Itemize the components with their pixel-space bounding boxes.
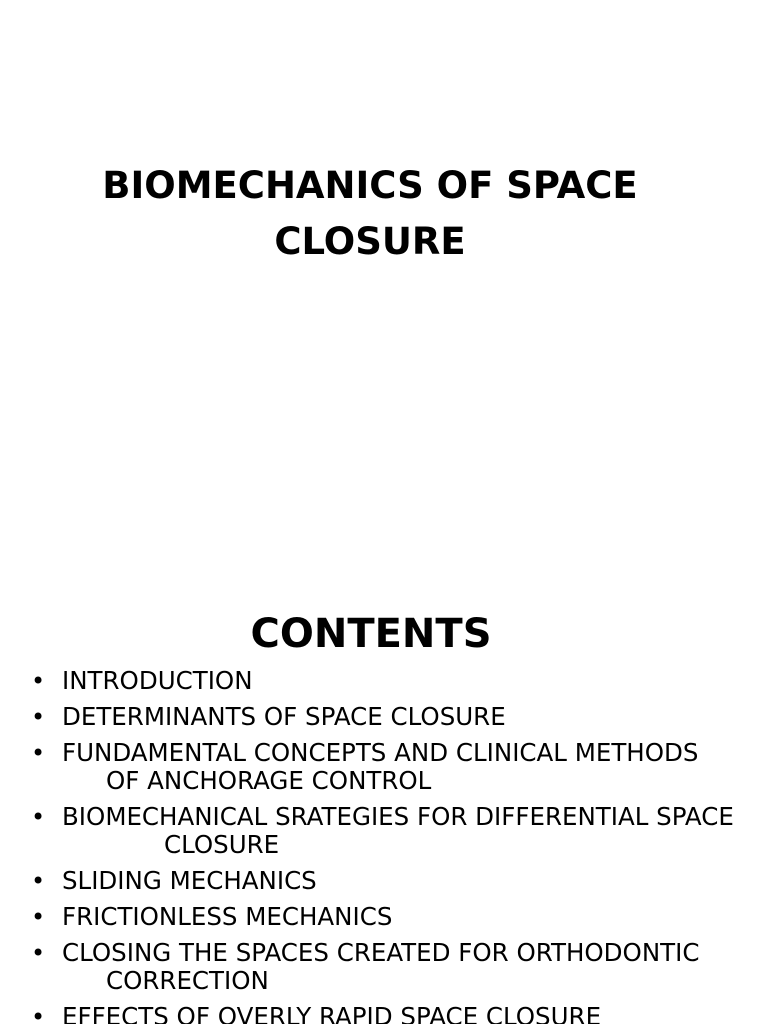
list-item-text: SLIDING MECHANICS xyxy=(62,866,317,895)
list-item-sliding-mechanics xyxy=(0,867,768,895)
list-item-text-continued: CORRECTION xyxy=(106,966,269,995)
contents-list xyxy=(0,667,768,1024)
list-item-introduction xyxy=(0,667,768,695)
list-item-text-continued: OF ANCHORAGE CONTROL xyxy=(106,766,432,795)
bullet-icon: • xyxy=(31,867,46,895)
list-item-text: CLOSING THE SPACES CREATED FOR ORTHODONTIC xyxy=(62,938,700,967)
slide-title-line-2: CLOSURE xyxy=(274,220,466,263)
list-item-fundamental-concepts xyxy=(0,739,768,795)
bullet-icon: • xyxy=(31,939,46,967)
list-item-text: FRICTIONLESS MECHANICS xyxy=(62,902,393,931)
bullet-icon: • xyxy=(31,739,46,767)
bullet-icon: • xyxy=(31,703,46,731)
list-item-text: FUNDAMENTAL CONCEPTS AND CLINICAL METHODS xyxy=(62,738,699,767)
contents-title: CONTENTS xyxy=(250,611,492,657)
slide-title-line-1: BIOMECHANICS OF SPACE xyxy=(102,164,638,207)
list-item-text: INTRODUCTION xyxy=(62,666,253,695)
bullet-icon: • xyxy=(31,1003,46,1024)
bullet-icon: • xyxy=(31,903,46,931)
bullet-icon: • xyxy=(31,803,46,831)
list-item-effects-rapid-closure xyxy=(0,1003,768,1024)
list-item-text: DETERMINANTS OF SPACE CLOSURE xyxy=(62,702,506,731)
list-item-closing-spaces xyxy=(0,939,768,995)
bullet-icon: • xyxy=(31,667,46,695)
list-item-text: EFFECTS OF OVERLY RAPID SPACE CLOSURE xyxy=(62,1002,602,1024)
list-item-determinants xyxy=(0,703,768,731)
list-item-frictionless-mechanics xyxy=(0,903,768,931)
list-item-biomechanical-strategies xyxy=(0,803,768,859)
slide-title xyxy=(90,158,650,270)
list-item-text: BIOMECHANICAL SRATEGIES FOR DIFFERENTIAL SPACE xyxy=(62,802,734,831)
list-item-text-continued: CLOSURE xyxy=(164,830,280,859)
contents-slide xyxy=(0,590,768,1024)
